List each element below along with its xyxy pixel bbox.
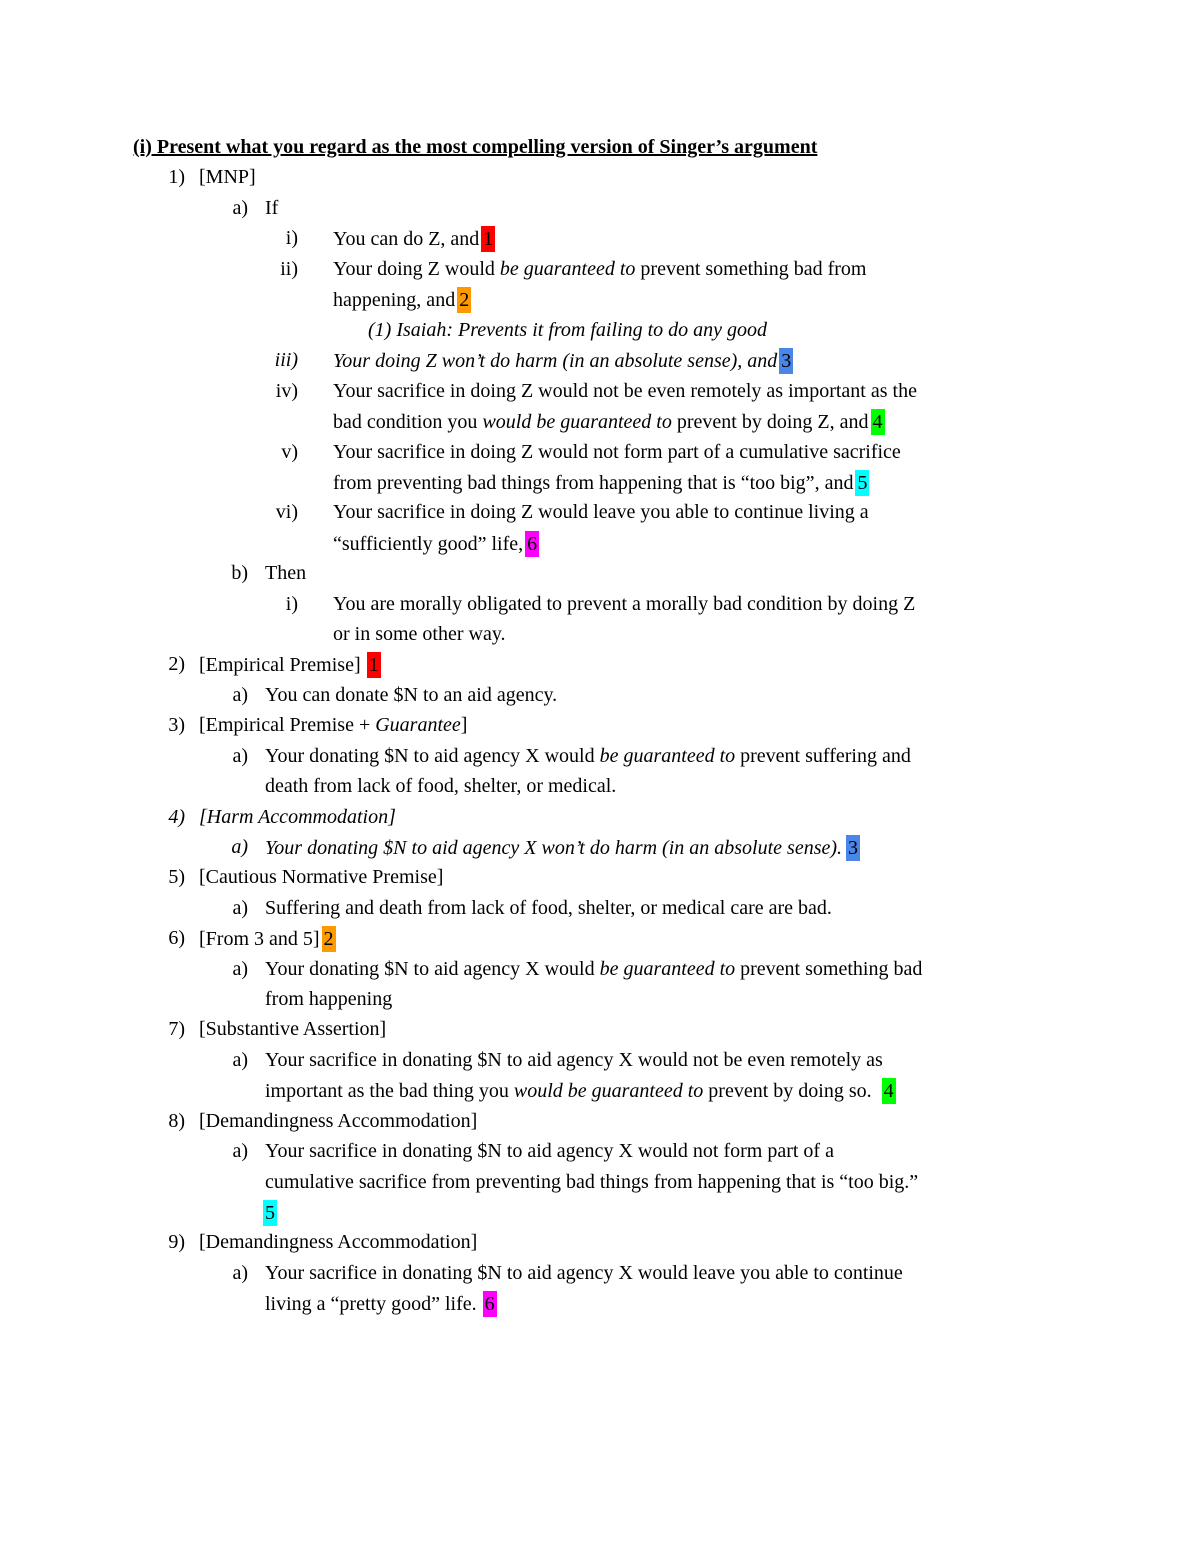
item-8a-line3 xyxy=(263,1200,277,1226)
tag-1-marker: 1 xyxy=(368,654,379,676)
tag-5-marker: 5 xyxy=(265,1202,275,1224)
item-5a-number: a) xyxy=(232,897,248,919)
tag-3-marker: 3 xyxy=(781,350,792,372)
item-7-heading: [Substantive Assertion] xyxy=(199,1018,387,1040)
item-1a-ii-line1: Your doing Z would be guaranteed to prevent something bad from xyxy=(333,258,867,280)
item-3a-line1: Your donating $N to aid agency X would be guaranteed to prevent suffering and xyxy=(265,745,911,767)
item-1a-ii-subnote: (1) Isaiah: Prevents it from failing to do any good xyxy=(368,319,768,341)
item-1a-i-number: i) xyxy=(285,227,298,249)
item-1a-v-line2: from preventing bad things from happening that is “too big”, and 5 xyxy=(333,472,868,494)
item-7a-number: a) xyxy=(232,1049,248,1071)
item-8-number: 8) xyxy=(168,1110,185,1132)
item-1b-i-number: i) xyxy=(285,593,298,615)
tag-4-marker: 4 xyxy=(872,411,883,433)
item-2a-text: You can donate $N to an aid agency. xyxy=(265,684,558,706)
tag-6-marker: 6 xyxy=(484,1293,495,1315)
tag-1-marker: 1 xyxy=(483,228,494,250)
item-8a-number: a) xyxy=(232,1140,248,1162)
item-9-heading: [Demandingness Accommodation] xyxy=(199,1231,478,1253)
item-1b-i-line2: or in some other way. xyxy=(333,623,506,645)
item-3a-number: a) xyxy=(232,745,248,767)
item-7a-line1: Your sacrifice in donating $N to aid agency X would not be even remotely as xyxy=(265,1049,883,1071)
item-6-number: 6) xyxy=(168,927,185,949)
item-1b-number: b) xyxy=(231,562,248,584)
item-2-heading: [Empirical Premise] 1 xyxy=(199,654,379,676)
item-2a-number: a) xyxy=(232,684,248,706)
item-6a-number: a) xyxy=(232,958,248,980)
item-7a-line2: important as the bad thing you would be guaranteed to prevent by doing so. 4 xyxy=(265,1080,894,1102)
item-1a-heading: If xyxy=(265,197,279,219)
item-1-heading: [MNP] xyxy=(199,166,256,188)
item-1a-v-number: v) xyxy=(281,441,298,463)
item-8a-line2: cumulative sacrifice from preventing bad things from happening that is “too big.” xyxy=(265,1171,919,1193)
item-3-heading: [Empirical Premise + Guarantee] xyxy=(199,714,468,736)
item-1a-iv-number: iv) xyxy=(275,380,298,402)
document-title: (i) Present what you regard as the most compelling version of Singer’s argument xyxy=(133,136,818,158)
tag-2-marker: 2 xyxy=(323,928,334,950)
item-5-number: 5) xyxy=(168,866,185,888)
item-1a-vi-number: vi) xyxy=(275,501,298,523)
item-1a-iv-line2: bad condition you would be guaranteed to prevent by doing Z, and 4 xyxy=(333,411,883,433)
item-1a-iv-line1: Your sacrifice in doing Z would not be even remotely as important as the xyxy=(333,380,917,402)
item-1a-vi-line2: “sufficiently good” life, 6 xyxy=(333,533,538,555)
item-1a-vi-line1: Your sacrifice in doing Z would leave you able to continue living a xyxy=(333,501,869,523)
item-6-heading: [From 3 and 5] 2 xyxy=(199,928,334,950)
item-6a-line2: from happening xyxy=(265,988,393,1010)
item-4-number: 4) xyxy=(168,806,185,828)
tag-2-marker: 2 xyxy=(459,289,470,311)
item-4a-text: Your donating $N to aid agency X won’t do harm (in an absolute sense). 3 xyxy=(265,837,859,859)
item-4a-number: a) xyxy=(231,836,248,858)
item-1b-heading: Then xyxy=(265,562,307,584)
tag-4-marker: 4 xyxy=(883,1080,894,1102)
tag-6-marker: 6 xyxy=(527,533,538,555)
item-1b-i-line1: You are morally obligated to prevent a morally bad condition by doing Z xyxy=(333,593,916,615)
item-6a-line1: Your donating $N to aid agency X would be guaranteed to prevent something bad xyxy=(265,958,923,980)
item-3a-line2: death from lack of food, shelter, or medical. xyxy=(265,775,617,797)
item-9a-line1: Your sacrifice in donating $N to aid agency X would leave you able to continue xyxy=(265,1262,903,1284)
item-8-heading: [Demandingness Accommodation] xyxy=(199,1110,478,1132)
item-7-number: 7) xyxy=(168,1018,185,1040)
item-1a-ii-number: ii) xyxy=(280,258,298,280)
item-8a-line1: Your sacrifice in donating $N to aid agency X would not form part of a xyxy=(265,1140,834,1162)
tag-5-marker: 5 xyxy=(857,472,868,494)
item-1a-ii-line2: happening, and 2 xyxy=(333,289,470,311)
item-4-heading: [Harm Accommodation] xyxy=(199,806,396,828)
item-9a-line2: living a “pretty good” life. 6 xyxy=(265,1293,495,1315)
item-9-number: 9) xyxy=(168,1231,185,1253)
item-1a-number: a) xyxy=(232,197,248,219)
item-2-number: 2) xyxy=(168,653,185,675)
item-1a-iii-text: Your doing Z won’t do harm (in an absolute sense), and 3 xyxy=(333,350,792,372)
item-9a-number: a) xyxy=(232,1262,248,1284)
item-1a-v-line1: Your sacrifice in doing Z would not form part of a cumulative sacrifice xyxy=(333,441,901,463)
tag-3-marker: 3 xyxy=(848,837,859,859)
item-1a-i-text: You can do Z, and 1 xyxy=(333,228,494,250)
item-1-number: 1) xyxy=(168,166,185,188)
item-1a-iii-number: iii) xyxy=(274,349,298,371)
item-5-heading: [Cautious Normative Premise] xyxy=(199,866,444,888)
item-3-number: 3) xyxy=(168,714,185,736)
item-5a-text: Suffering and death from lack of food, shelter, or medical care are bad. xyxy=(265,897,832,919)
